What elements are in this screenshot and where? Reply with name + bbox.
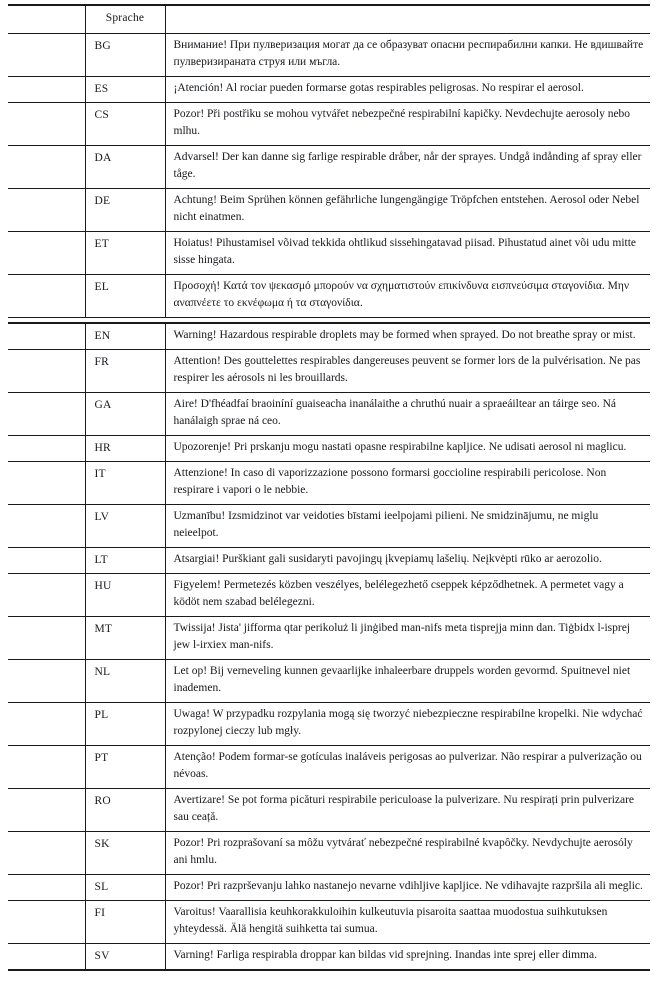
empty-cell — [8, 832, 85, 875]
table-row — [8, 548, 650, 574]
empty-cell — [8, 660, 85, 703]
table-row — [8, 746, 650, 789]
header-cell-sprache: Sprache — [85, 5, 165, 34]
warning-text: Aire! D'fhéadfaí braoiníní guaiseacha inanálaithe a chruthú nuair a spraeáiltear an táirge seo. Ná hanálaigh sprae ná ceo. — [165, 393, 650, 436]
table-row — [8, 789, 650, 832]
warning-text: Let op! Bij verneveling kunnen gevaarlijke inhaleerbare druppels worden gevormd. Spuitnevel niet inademen. — [165, 660, 650, 703]
warning-text: Pozor! Pri razprševanju lahko nastanejo nevarne vdihljive kapljice. Ne vdihavajte razpršila ali meglic. — [165, 875, 650, 901]
empty-cell — [8, 34, 85, 77]
language-warnings-table — [8, 4, 650, 971]
table-row — [8, 832, 650, 875]
warning-text: Hoiatus! Pihustamisel võivad tekkida ohtlikud sissehingatavad piisad. Pihustatud ainet või udu mitte sisse hingata. — [165, 232, 650, 275]
empty-cell — [8, 393, 85, 436]
table-header-row — [8, 5, 650, 34]
table-row — [8, 189, 650, 232]
table-row — [8, 617, 650, 660]
empty-cell — [8, 901, 85, 944]
language-code: SL — [85, 875, 165, 901]
language-code: IT — [85, 462, 165, 505]
table-row — [8, 901, 650, 944]
warning-text: Uzmanību! Izsmidzinot var veidoties bīstami ieelpojami pilieni. Ne smidzinājumu, ne miglu neieelpot. — [165, 505, 650, 548]
table-row — [8, 232, 650, 275]
warning-text: Achtung! Beim Sprühen können gefährliche lungengängige Tröpfchen entstehen. Aerosol oder Nebel nicht einatmen. — [165, 189, 650, 232]
table-body — [8, 5, 650, 970]
language-code: EL — [85, 275, 165, 318]
language-code: MT — [85, 617, 165, 660]
empty-cell — [8, 436, 85, 462]
header-cell-empty — [8, 5, 85, 34]
language-code: HR — [85, 436, 165, 462]
warning-text: Внимание! При пулверизация могат да се образуват опасни респирабилни капки. Не вдишвайте пулверизираната струя или мъгла. — [165, 34, 650, 77]
language-code: CS — [85, 103, 165, 146]
warning-text: Varoitus! Vaarallisia keuhkorakkuloihin kulkeutuvia pisaroita saattaa muodostua suihkutuksen yhteydessä. Älä hengitä suihketta tai sumua. — [165, 901, 650, 944]
empty-cell — [8, 462, 85, 505]
warning-text: Uwaga! W przypadku rozpylania mogą się tworzyć niebezpieczne respirabilne kropelki. Nie wdychać rozpylonej cieczy lub mgły. — [165, 703, 650, 746]
warning-text: Pozor! Při postřiku se mohou vytvářet nebezpečné respirabilní kapičky. Nevdechujte aerosoly nebo mlhu. — [165, 103, 650, 146]
table-row — [8, 146, 650, 189]
language-code: PT — [85, 746, 165, 789]
language-code: ET — [85, 232, 165, 275]
table-row — [8, 436, 650, 462]
table-row — [8, 505, 650, 548]
empty-cell — [8, 275, 85, 318]
table-row — [8, 703, 650, 746]
table-row — [8, 875, 650, 901]
empty-cell — [8, 77, 85, 103]
table-row — [8, 944, 650, 971]
language-code: GA — [85, 393, 165, 436]
language-code: NL — [85, 660, 165, 703]
table-row — [8, 275, 650, 318]
empty-cell — [8, 505, 85, 548]
language-code: LT — [85, 548, 165, 574]
table-row — [8, 393, 650, 436]
warning-text: Atsargiai! Purškiant gali susidaryti pavojingų įkvepiamų lašelių. Neįkvėpti rūko ar aerozolio. — [165, 548, 650, 574]
table-row — [8, 34, 650, 77]
warning-text: Attenzione! In caso di vaporizzazione possono formarsi goccioline respirabili pericolose. Non respirare i vapori o le nebbie. — [165, 462, 650, 505]
empty-cell — [8, 189, 85, 232]
table-row — [8, 660, 650, 703]
language-code: RO — [85, 789, 165, 832]
warning-text: Pozor! Pri rozprašovaní sa môžu vytvárať nebezpečné respirabilné kvapôčky. Nevdychujte aerosóly ani hmlu. — [165, 832, 650, 875]
empty-cell — [8, 875, 85, 901]
table-row — [8, 350, 650, 393]
warning-text: Attention! Des gouttelettes respirables dangereuses peuvent se former lors de la pulvérisation. Ne pas respirer les aérosols ni les brouillards. — [165, 350, 650, 393]
table-row — [8, 103, 650, 146]
warning-text: Advarsel! Der kan danne sig farlige respirable dråber, når der sprayes. Undgå indånding af spray eller tåge. — [165, 146, 650, 189]
warning-text: Warning! Hazardous respirable droplets may be formed when sprayed. Do not breathe spray or mist. — [165, 323, 650, 350]
warning-text: Avertizare! Se pot forma picături respirabile periculoase la pulverizare. Nu respirați prin pulverizare sau ceață. — [165, 789, 650, 832]
empty-cell — [8, 350, 85, 393]
empty-cell — [8, 146, 85, 189]
empty-cell — [8, 232, 85, 275]
language-code: DE — [85, 189, 165, 232]
language-code: PL — [85, 703, 165, 746]
language-code: ES — [85, 77, 165, 103]
empty-cell — [8, 323, 85, 350]
warning-text: Figyelem! Permetezés közben veszélyes, belélegezhető cseppek képződhetnek. A permetet vagy a ködöt nem szabad belélegezni. — [165, 574, 650, 617]
language-code: EN — [85, 323, 165, 350]
language-code: BG — [85, 34, 165, 77]
table-row — [8, 574, 650, 617]
empty-cell — [8, 789, 85, 832]
empty-cell — [8, 617, 85, 660]
warning-text: Twissija! Jista' jifforma qtar perikoluż li jinġibed man-nifs meta tisprejja minn dan. Tiġbidx l-isprej jew l-irxiex man-nifs. — [165, 617, 650, 660]
table-row — [8, 462, 650, 505]
empty-cell — [8, 703, 85, 746]
table-row — [8, 323, 650, 350]
language-code: LV — [85, 505, 165, 548]
language-code: SK — [85, 832, 165, 875]
warning-text: Atenção! Podem formar-se gotículas inaláveis perigosas ao pulverizar. Não respirar a pulverização ou névoas. — [165, 746, 650, 789]
empty-cell — [8, 103, 85, 146]
header-cell-text — [165, 5, 650, 34]
empty-cell — [8, 574, 85, 617]
language-code: SV — [85, 944, 165, 971]
language-code: FI — [85, 901, 165, 944]
table-row — [8, 77, 650, 103]
warning-text: ¡Atención! Al rociar pueden formarse gotas respirables peligrosas. No respirar el aerosol. — [165, 77, 650, 103]
empty-cell — [8, 548, 85, 574]
language-code: FR — [85, 350, 165, 393]
language-code: HU — [85, 574, 165, 617]
empty-cell — [8, 746, 85, 789]
warning-text: Varning! Farliga respirabla droppar kan bildas vid sprejning. Inandas inte sprej eller dimma. — [165, 944, 650, 971]
empty-cell — [8, 944, 85, 971]
warning-text: Upozorenje! Pri prskanju mogu nastati opasne respirabilne kapljice. Ne udisati aerosol ni maglicu. — [165, 436, 650, 462]
language-code: DA — [85, 146, 165, 189]
warning-text: Προσοχή! Κατά τον ψεκασμό μπορούν να σχηματιστούν επικίνδυνα εισπνεύσιμα σταγονίδια. Μην αναπνέετε το εκνέφωμα ή τα σταγονίδια. — [165, 275, 650, 318]
